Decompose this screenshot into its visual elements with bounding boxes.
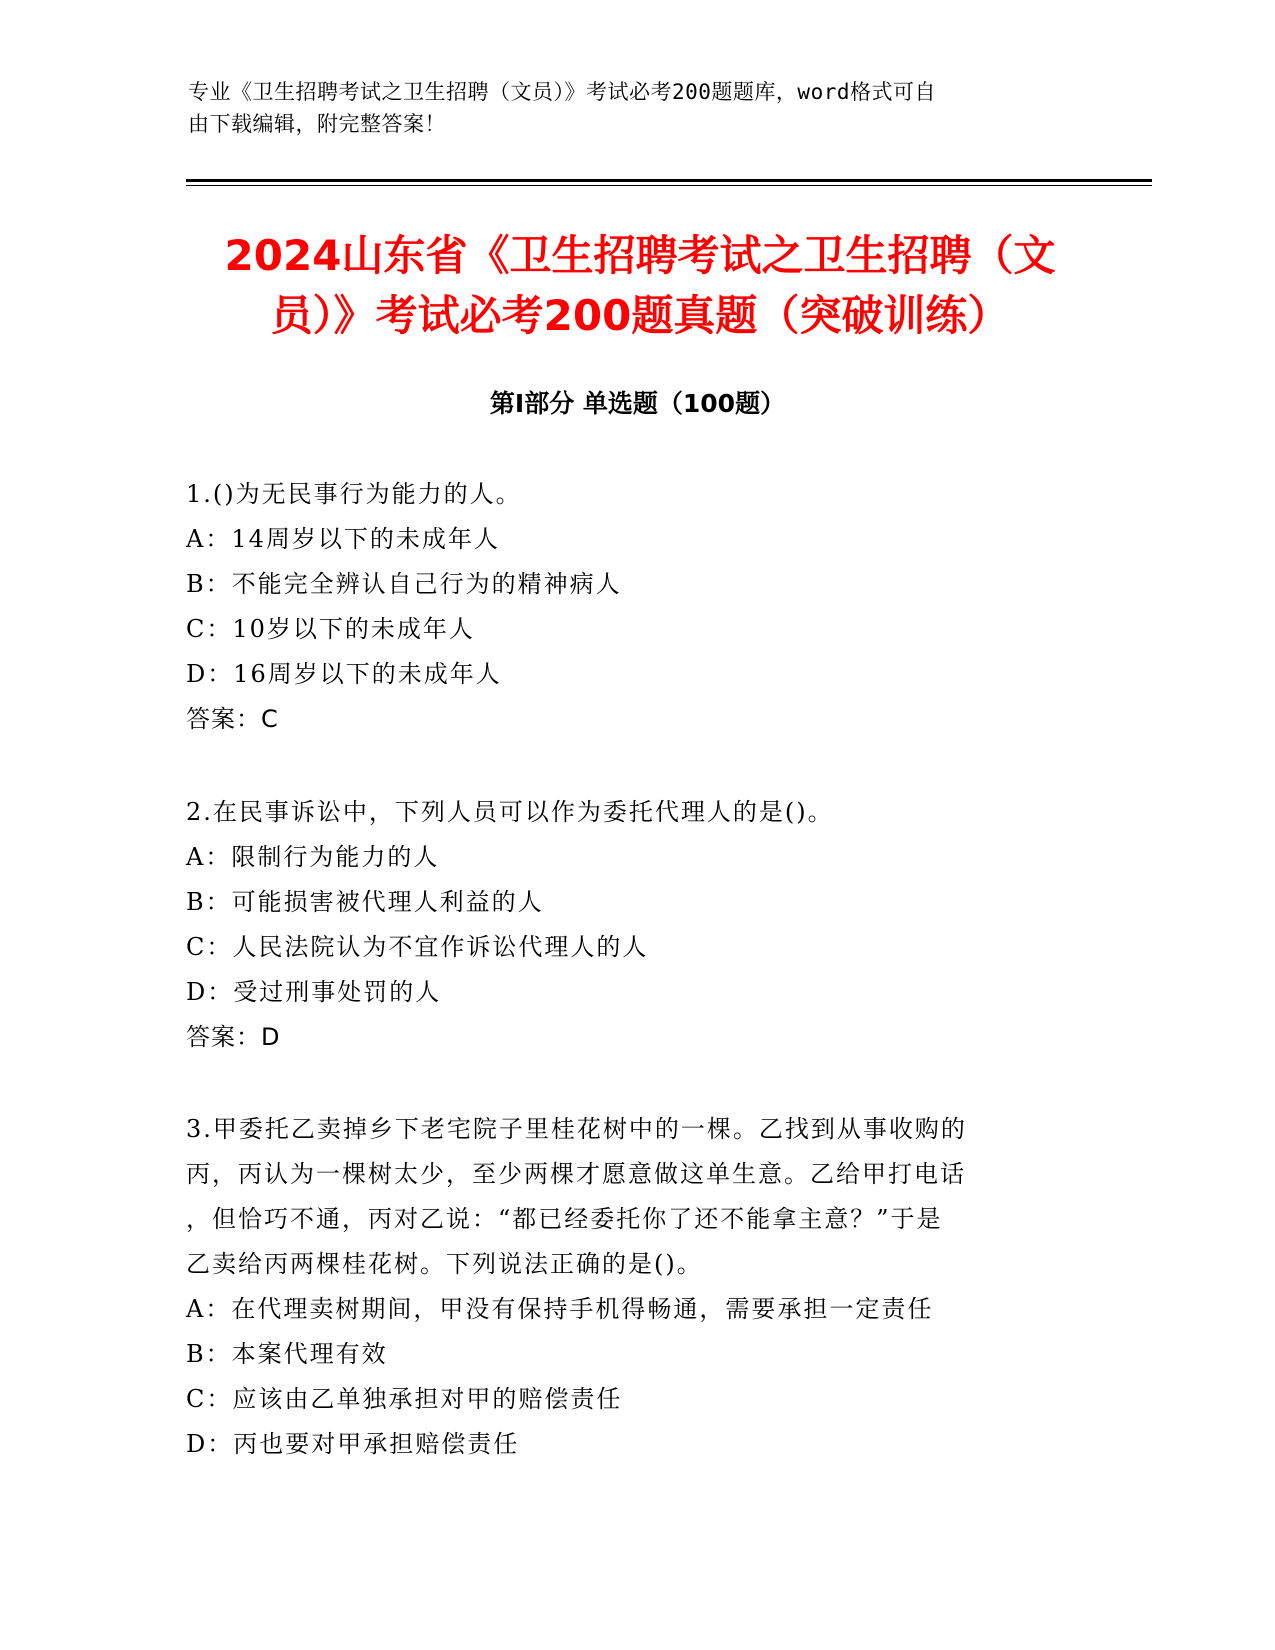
question-stem: 1.()为无民事行为能力的人。: [186, 480, 522, 508]
document-title-line-2: 员）》考试必考200题真题（突破训练）: [270, 291, 1010, 340]
answer: 答案：D: [186, 1023, 281, 1051]
header-divider-thick: [186, 179, 1152, 182]
question-block: [186, 1107, 1066, 1467]
question-block: [186, 790, 1066, 1060]
option-d: D：丙也要对甲承担赔偿责任: [186, 1430, 520, 1458]
section-heading: 第Ⅰ部分 单选题（100题）: [489, 389, 786, 418]
option-b: B：本案代理有效: [186, 1340, 388, 1368]
header-note-line-2: 由下载编辑，附完整答案！: [188, 112, 446, 136]
header-divider-thin: [186, 185, 1152, 186]
option-d: D：16周岁以下的未成年人: [186, 660, 502, 688]
option-a: A：限制行为能力的人: [186, 843, 440, 871]
option-b: B：可能损害被代理人利益的人: [186, 888, 544, 916]
question-stem-line: ，但恰巧不通，丙对乙说：“都已经委托你了还不能拿主意？”于是: [186, 1205, 943, 1233]
document-title-line-1: 2024山东省《卫生招聘考试之卫生招聘（文: [224, 231, 1056, 280]
option-d: D：受过刑事处罚的人: [186, 978, 442, 1006]
option-c: C：10岁以下的未成年人: [186, 615, 475, 643]
option-c: C：应该由乙单独承担对甲的赔偿责任: [186, 1385, 623, 1413]
question-block: [186, 472, 1066, 742]
header-note-line-1: 专业《卫生招聘考试之卫生招聘（文员）》考试必考200题题库，word格式可自: [188, 80, 936, 104]
option-a: A：在代理卖树期间，甲没有保持手机得畅通，需要承担一定责任: [186, 1295, 934, 1323]
option-c: C：人民法院认为不宜作诉讼代理人的人: [186, 933, 649, 961]
option-a: A：14周岁以下的未成年人: [186, 525, 500, 553]
question-stem: 2.在民事诉讼中，下列人员可以作为委托代理人的是()。: [186, 798, 834, 826]
answer: 答案：C: [186, 705, 279, 733]
option-b: B：不能完全辨认自己行为的精神病人: [186, 570, 622, 598]
header-note: [188, 76, 1068, 140]
question-stem-line: 丙，丙认为一棵树太少，至少两棵才愿意做这单生意。乙给甲打电话: [186, 1160, 966, 1188]
document-title: [170, 226, 1110, 346]
question-stem-line: 乙卖给丙两棵桂花树。下列说法正确的是()。: [186, 1250, 703, 1278]
question-stem-line: 3.甲委托乙卖掉乡下老宅院子里桂花树中的一棵。乙找到从事收购的: [186, 1115, 967, 1143]
